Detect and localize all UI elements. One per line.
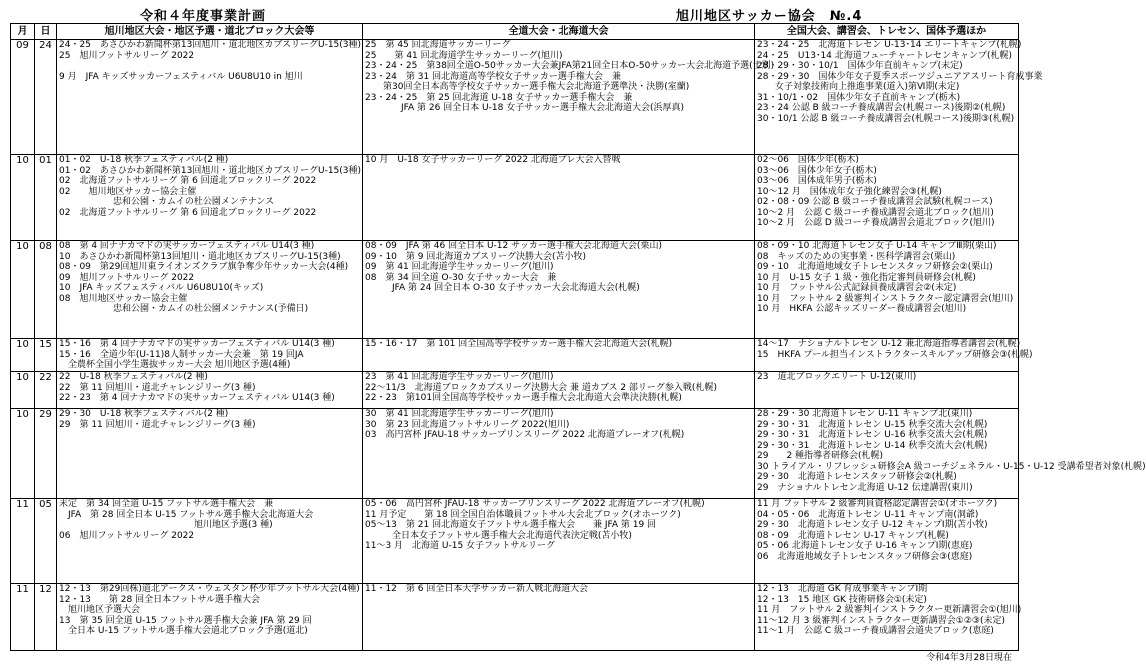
table-row — [11, 372, 1019, 409]
event-line: 忠和公園・カムイの杜公園メンテナンス — [59, 197, 275, 207]
event-line: 11～12 月 3 級審判インストラクター更新講習会①②③(未定) — [757, 615, 1005, 626]
event-line: 旭川地区予選(3 種) — [59, 520, 273, 530]
month-cell: 10 — [11, 155, 35, 241]
event-line: 02～06 国体少年(栃木) — [757, 155, 859, 165]
event-line: 29 2 種指導者研修会(札幌) — [757, 451, 884, 461]
event-line: 23 第 41 回北海道学生サッカーリーグ(旭川) — [365, 372, 554, 382]
event-line: 04・05・06 北海道トレセン U-11 キャンプ南(洞爺) — [757, 509, 979, 520]
hokkaido-events-cell — [363, 584, 755, 651]
header-row — [11, 24, 1019, 40]
event-line: 08 第 4 回ナナカマドの実サッカーフェスティバル U14(3 種) — [59, 241, 315, 251]
event-line: 10 月 フットサル 2 級審判インストラクター認定講習会(旭川) — [757, 293, 1014, 304]
document-title: 令和４年度事業計画 — [140, 9, 267, 24]
event-line: 11～3 月 北海道 U-15 女子フットサルリーグ — [365, 541, 555, 551]
event-line: JFA 第 24 回全日本 O-30 女子サッカー大会北海道大会(札幌) — [365, 283, 640, 293]
table-row — [11, 584, 1019, 651]
event-line: 31・10/1・02 国体少年女子直前キャンプ(栃木) — [757, 92, 961, 103]
event-line: 28・29・30 北海道トレセン U-11 キャンプ北(東川) — [757, 409, 973, 419]
hokkaido-events-cell — [363, 339, 755, 372]
event-line: 28・29・30 国体少年女子夏季スポーツジュニアアスリート育成事業 — [757, 71, 1043, 82]
national-events-cell — [755, 499, 1019, 584]
day-cell: 12 — [35, 584, 57, 651]
header-hokkaido: 全道大会・北海道大会 — [363, 24, 755, 40]
event-line: 11・12 第 6 回全日本大学サッカー新人戦北海道大会 — [365, 584, 589, 594]
event-line: 05・06 高円宮杯 JFAU-18 サッカープリンスリーグ 2022 北海道プレーオフ(札幌) — [365, 499, 705, 509]
local-events-cell — [57, 155, 363, 241]
month-cell: 10 — [11, 241, 35, 339]
national-events-cell — [755, 40, 1043, 155]
event-line: 08 第 34 回全道 O-30 女子サッカー大会 兼 — [365, 272, 557, 283]
event-line: 25 第 45 回北海道サッカーリーグ — [365, 40, 511, 50]
event-line: 12・13 第 28 回全日本フットサル選手権大会 — [59, 594, 260, 605]
header-month: 月 — [11, 24, 35, 40]
event-line: 女子対象技術向上推進事業(道入)第Ⅵ期(未定) — [757, 82, 960, 92]
event-line: 30 第 41 回北海道学生サッカーリーグ(旭川) — [365, 409, 554, 419]
event-line: 10 月 フットサル公式記録員養成講習会②(未定) — [757, 283, 957, 293]
event-line: 10 月 U-18 女子サッカーリーグ 2022 北海道プレ大会入替戦 — [365, 155, 621, 165]
event-line: 10 月 U-15 女子 1 級・強化指定審判員研修会(札幌) — [757, 272, 976, 283]
event-line: 02 北海道フットサルリーグ 第 6 回道北ブロックリーグ 2022 — [59, 207, 317, 218]
event-line: 30 第 23 回北海道フットサルリーグ 2022(旭川) — [365, 419, 570, 430]
hokkaido-events-cell — [363, 241, 755, 339]
event-line: 15・16 第 4 回ナナカマドの実サッカーフェスティバル U14(3 種) — [59, 339, 335, 349]
event-line: 23・24・25 北海道トレセン U-13･14 エリートキャンプ(札幌) — [757, 40, 1022, 50]
event-line: 30 トライアル・リフレッシュ研修会A 級コーチジェネラル・U-15・U-12 受講希望者対象(札幌) — [757, 461, 1146, 472]
national-events-cell — [755, 372, 1019, 409]
month-cell: 11 — [11, 584, 35, 651]
event-line: 忠和公園・カムイの杜公園メンテナンス(予備日) — [59, 304, 309, 314]
event-line: 第30回全日本高等学校女子サッカー選手権大会北海道予選準決・決勝(室蘭) — [365, 82, 690, 92]
local-events-cell — [57, 499, 363, 584]
event-line: 08・09 第29回旭川東ライオンズクラブ旗争奪少年サッカー大会(4種) — [59, 262, 349, 272]
event-line: 08 旭川地区サッカー協会主催 — [59, 293, 188, 304]
event-line: 03～06 国体少年女子(栃木) — [757, 165, 877, 176]
event-line: 15 HKFA プール担当インストラクタースキルアップ研修会③(札幌) — [757, 349, 1033, 360]
event-line: 未定 第 34 回全道 U-15 フットサル選手権大会 兼 — [59, 499, 274, 509]
month-cell: 10 — [11, 339, 35, 372]
month-cell: 10 — [11, 409, 35, 499]
event-line: 08・09・10 北海道トレセン女子 U-14 キャンプⅢ期(栗山) — [757, 241, 997, 251]
national-events-cell — [755, 584, 1022, 651]
event-line: 28・29・30・10/1 国体少年直前キャンプ(未定) — [757, 61, 963, 71]
local-events-cell — [57, 40, 363, 155]
event-line: 29 第 11 回旭川・道北チャレンジリーグ(3 種) — [59, 419, 256, 430]
event-line: 01・02 U-18 秋季フェスティバル(2 種) — [59, 155, 229, 165]
event-line: 22 第 11 回旭川・道北チャレンジリーグ(3 種) — [59, 382, 256, 393]
event-line: 11 月 フットサル 2 級審判員資格認定講習会①(オホーツク) — [757, 499, 998, 509]
event-line: 29・30・31 北海道トレセン U-16 秋季交流大会(札幌) — [757, 430, 988, 440]
month-cell: 09 — [11, 40, 35, 155]
event-line: 25 第 41 回北海道学生サッカーリーグ(旭川) — [365, 50, 563, 61]
event-line: 08・09 JFA 第 46 回全日本 U-12 サッカー選手権大会北海道大会(栗山) — [365, 241, 662, 251]
event-line: 02 旭川地区サッカー協会主催 — [59, 186, 197, 197]
event-line: 09 旭川フットサルリーグ 2022 — [59, 272, 195, 283]
hokkaido-events-cell — [363, 409, 755, 499]
event-line: 全日本女子フットサル選手権大会北海道代表決定戦(苫小牧) — [365, 530, 632, 541]
event-line: 10～12 月 国体成年女子強化練習会③(札幌) — [757, 186, 942, 197]
schedule-table — [10, 23, 1146, 651]
event-line: 29・30 北海道トレセン女子 U-12 キャンプⅠ期(苫小牧) — [757, 520, 988, 530]
event-line: 24・25 U13･14 北海道フューチャートレセンキャンプ(札幌) — [757, 50, 1013, 61]
event-line: 全日本 U-15 フットサル選手権大会道北ブロック予選(道北) — [59, 626, 308, 636]
event-line: 30・10/1 公認 B 級コーチ養成講習会(札幌コース)後期③(札幌) — [757, 113, 1015, 124]
national-events-cell — [755, 241, 1019, 339]
event-line: 03 高円宮杯 JFAU-18 サッカープリンスリーグ 2022 北海道プレーオフ(札幌) — [365, 430, 685, 440]
month-cell: 11 — [11, 499, 35, 584]
event-line: 25 旭川フットサルリーグ 2022 — [59, 50, 195, 61]
event-line: 全農杯全国小学生選抜サッカー大会 旭川地区予選(4種) — [59, 360, 291, 370]
event-line: 23・24・25 第38回全道O-50サッカー大会兼JFA第21回全日本O-50サッカー大会北海道予選(士別) — [365, 61, 775, 71]
month-cell: 10 — [11, 372, 35, 409]
hokkaido-events-cell — [363, 40, 775, 155]
event-line: 09・10 第 9 回北海道カブスリーグ決勝大会(苫小牧) — [365, 251, 587, 262]
local-events-cell — [57, 339, 363, 372]
event-line: 10～2 月 公認 C 級コーチ養成講習会道北ブロック(旭川) — [757, 207, 994, 218]
local-events-cell — [57, 584, 363, 651]
event-line: 10 あさひかわ新聞杯第13回旭川・道北地区カブスリーグU-15(3種) — [59, 251, 341, 262]
national-events-cell — [755, 155, 1019, 241]
as-of-date: 令和4年3月28日現在 — [926, 653, 1012, 663]
header-national: 全国大会、講習会、トレセン、国体予選ほか — [755, 24, 1019, 40]
event-line: 29 ナショナルトレセン北海道 U-12 伝達講習(東川) — [757, 482, 973, 493]
table-row — [11, 40, 1019, 155]
event-line: 22～11/3 北海道ブロックカブスリーグ決勝大会 兼 道カブス 2 部リーグ参入戦(札幌) — [365, 382, 717, 393]
table-row — [11, 339, 1019, 372]
event-line: 10～2 月 公認 D 級コーチ養成講習会道北ブロック(旭川) — [757, 218, 995, 228]
hokkaido-events-cell — [363, 499, 755, 584]
event-line: 06 旭川フットサルリーグ 2022 — [59, 530, 195, 541]
local-events-cell — [57, 372, 363, 409]
local-events-cell — [57, 409, 363, 499]
table-row — [11, 409, 1019, 499]
hokkaido-events-cell — [363, 372, 755, 409]
table-row — [11, 241, 1019, 339]
table-row — [11, 499, 1019, 584]
association-title: 旭川地区サッカー協会 №.4 — [676, 9, 863, 24]
table-row — [11, 155, 1019, 241]
event-line: 11 月予定 第 18 回全国自治体職員フットサル大会北ブロック(オホーツク) — [365, 509, 681, 520]
event-line: 22・23 第101回全国高等学校サッカー選手権大会北海道大会準決決勝(札幌) — [365, 393, 682, 403]
event-line: 01・02 あさひかわ新聞杯第13回旭川・道北地区カブスリーグU-15(3種) — [59, 165, 362, 176]
event-line: 23・24・25 第 25 回北海道 U-18 女子サッカー選手権大会 兼 — [365, 92, 633, 103]
day-cell: 29 — [35, 409, 57, 499]
header-local: 旭川地区大会・地区予選・道北ブロック大会等 — [57, 24, 363, 40]
event-line: 29・30・31 北海道トレセン U-14 秋季交流大会(札幌) — [757, 440, 988, 451]
event-line — [59, 61, 360, 72]
day-cell: 15 — [35, 339, 57, 372]
event-line: 06 北海道地域女子トレセンスタッフ研修会③(恵庭) — [757, 551, 973, 562]
event-line: 22・23 第 4 回ナナカマドの実サッカーフェスティバル U14(3 種) — [59, 393, 335, 403]
event-line: 02・08・09 公認 B 級コーチ養成講習会試験(札幌コース) — [757, 197, 993, 207]
local-events-cell — [57, 241, 363, 339]
event-line: 08 キッズのための実事業・医科学講習会(栗山) — [757, 251, 956, 262]
event-line: 15・16 全道少年(U-11)8人制サッカー大会兼 第 19 回JA — [59, 349, 304, 360]
event-line: JFA 第 26 回全日本 U-18 女子サッカー選手権大会北海道大会(浜厚真) — [365, 103, 685, 113]
event-line: 旭川地区予選大会 — [59, 605, 141, 615]
day-cell: 08 — [35, 241, 57, 339]
event-line: 23 道北ブロックエリート U-12(東川) — [757, 372, 917, 382]
event-line: 29・30 北海道トレセンスタッフ研修会②(札幌) — [757, 472, 957, 482]
event-line: JFA 第 28 回全日本 U-15 フットサル選手権大会北海道大会 — [59, 509, 314, 520]
day-cell: 22 — [35, 372, 57, 409]
event-line: 29・30・31 北海道トレセン U-15 秋季交流大会(札幌) — [757, 419, 988, 430]
day-cell: 24 — [35, 40, 57, 155]
event-line: 9 月 JFA キッズサッカーフェスティバル U6U8U10 in 旭川 — [59, 71, 303, 82]
hokkaido-events-cell — [363, 155, 755, 241]
event-line: 29・30 U-18 秋季フェスティバル(2 種) — [59, 409, 229, 419]
event-line: 14～17 ナショナルトレセン U-12 兼北海道指導者講習会(札幌) — [757, 339, 1021, 349]
event-line: 11 月 フットサル 2 級審判インストラクター更新講習会①(旭川) — [757, 605, 1022, 615]
national-events-cell — [755, 339, 1033, 372]
event-line: 24・25 あさひかわ新聞杯第13回旭川・道北地区カブスリーグU-15(3種) — [59, 40, 362, 50]
day-cell: 05 — [35, 499, 57, 584]
header-day: 日 — [35, 24, 57, 40]
event-line: 02 北海道フットサルリーグ 第 6 回道北ブロックリーグ 2022 — [59, 176, 317, 186]
event-line: 12・13 15 地区 GK 技術研修会①(未定) — [757, 594, 927, 605]
event-line: 08・09 北海道トレセン U-17 キャンプ(札幌) — [757, 530, 949, 541]
event-line: 11～1 月 公認 C 級コーチ養成講習会道央ブロック(恵庭) — [757, 626, 994, 636]
event-line: 12・13 第29回株)道北アークス・ウェスタン杯少年フットサル大会(4種) — [59, 584, 360, 594]
event-line: 22 U-18 秋季フェスティバル(2 種) — [59, 372, 208, 382]
event-line: 05～13 第 21 回北海道女子フットサル選手権大会 兼 JFA 第 19 回 — [365, 520, 657, 530]
event-line: 10 JFA キッズフェスティバル U6U8U10(キッズ) — [59, 283, 264, 293]
event-line: 10 月 HKFA 公認キッズリーダー養成講習会(旭川) — [757, 304, 967, 314]
event-line: 23・24 第 31 回北海道高等学校女子サッカー選手権大会 兼 — [365, 71, 621, 82]
day-cell: 01 — [35, 155, 57, 241]
event-line: 12・13 北海道 GK 育成事業キャンプⅠ期 — [757, 584, 928, 594]
event-line: 09 第 41 回北海道学生サッカーリーグ(旭川) — [365, 262, 554, 272]
event-line: 09・10 北海道地域女子トレセンスタッフ研修会②(栗山) — [757, 262, 993, 272]
event-line: 23・24 公認 B 級コーチ養成講習会(札幌コース)後期②(札幌) — [757, 103, 1006, 113]
event-line: 15・16・17 第 101 回全国高等学校サッカー選手権大会北海道大会(札幌) — [365, 339, 673, 349]
event-line: 05・06 北海道トレセン女子 U-16 キャンプⅠ期(恵庭) — [757, 541, 973, 551]
event-line: 13 第 35 回全道 U-15 フットサル選手権大会兼 JFA 第 29 回 — [59, 615, 312, 626]
national-events-cell — [755, 409, 1146, 499]
event-line: 03～06 国体成年男子(栃木) — [757, 176, 877, 186]
